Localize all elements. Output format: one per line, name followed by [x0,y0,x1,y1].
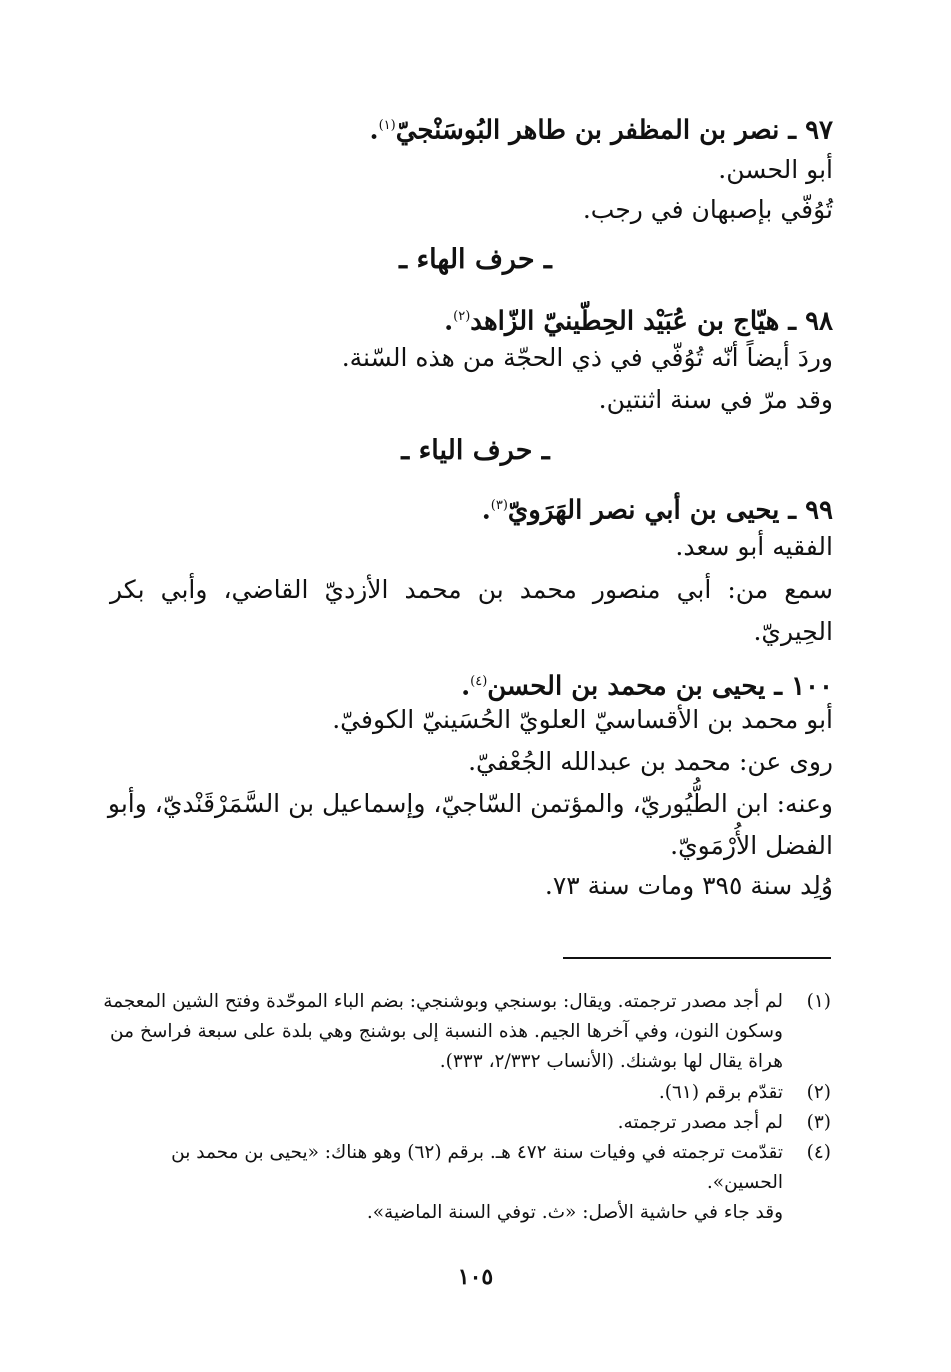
entry-100-title-end: . [461,671,471,702]
section-heading-ya: ـ حرف الياء ـ [401,435,550,466]
entry-99-line-3: الحِيريّ. [753,617,833,646]
footnote-ref-3: (٣) [490,498,508,513]
entry-98-title-end: . [444,306,454,337]
footnote-4-line-1: تقدّمت ترجمته في وفيات سنة ٤٧٢ هـ. برقم (٦٢) وهو هناك: «يحيى بن محمد بن [171,1142,783,1163]
entry-97-title-end: . [369,115,379,146]
page-number: ١٠٥ [457,1264,494,1290]
footnote-2-number: (٢) [806,1082,831,1103]
entry-98-line-1: وردَ أيضاً أنّه تُوُفّي في ذي الحجّة من هذه السّنة. [341,343,833,372]
entry-100-line-1: أبو محمد بن الأقساسيّ العلويّ الحُسَينيّ الكوفيّ. [332,705,833,734]
footnote-ref-1: (١) [378,118,396,133]
footnote-4-line-3: وقد جاء في حاشية الأصل: «ث. توفي السنة الماضية». [366,1202,783,1223]
footnote-1-line-1: لم أجد مصدر ترجمته. ويقال: بوسنجي وبوشنجي: بضم الباء الموحّدة وفتح الشين المعجمة [103,991,783,1012]
entry-99-line-2: سمع من: أبي منصور محمد بن محمد الأزديّ القاضي، وأبي بكر [110,575,833,604]
footnote-1 [103,987,831,1017]
section-heading-ha: ـ حرف الهاء ـ [399,244,552,275]
entry-97-title [370,106,834,151]
entry-100-line-2: روى عن: محمد بن عبدالله الجُعْفيّ. [468,747,833,776]
entry-100-line-5: وُلِد سنة ٣٩٥ ومات سنة ٧٣. [544,871,833,900]
footnote-2 [110,1078,831,1108]
entry-100-line-4: الفضل الأُرْمَويّ. [670,831,833,860]
footnote-1-line-3: هراة يقال لها بوشنك. (الأنساب ٢/٣٣٢، ٣٣٣). [439,1051,783,1072]
entry-97-line-1: أبو الحسن. [718,155,833,184]
footnote-2-line-1: تقدّم برقم (٦١). [658,1082,783,1103]
footnote-ref-4: (٤) [470,674,488,689]
entry-98-line-2: وقد مرّ في سنة اثنتين. [598,385,833,414]
entry-100-line-3: وعنه: ابن الطُّيُوريّ، والمؤتمن السّاجيّ، وإسماعيل بن السَّمَرْقَنْديّ، وأبو [107,789,833,818]
entry-99-line-1: الفقيه أبو سعد. [675,532,833,561]
footnote-ref-2: (٢) [453,309,471,324]
entry-97-title-text: ٩٧ ـ نصر بن المظفر بن طاهر البُوسَنْجيّ [395,115,833,146]
footnote-4-line-2: الحسين». [706,1172,783,1193]
footnote-1-line-2: وسكون النون، وفي آخرها الجيم. هذه النسبة إلى بوشنج وهي بلدة على سبعة فراسخ من [110,1021,783,1042]
entry-100-title-text: ١٠٠ ـ يحيى بن محمد بن الحسن [487,671,833,702]
entry-99-title-end: . [481,495,491,526]
footnote-3 [110,1108,831,1138]
footnote-1-number: (١) [806,991,831,1012]
entry-97-line-2: تُوُفّي بإصبهان في رجب. [582,195,833,224]
entry-99-title-text: ٩٩ ـ يحيى بن أبي نصر الهَرَويّ [507,495,833,526]
footnote-3-number: (٣) [806,1112,831,1133]
footnote-4-number: (٤) [806,1142,831,1163]
footnote-4 [110,1138,831,1168]
footnote-3-line-1: لم أجد مصدر ترجمته. [617,1112,783,1133]
entry-98-title [444,297,833,342]
entry-98-title-text: ٩٨ ـ هيّاج بن عُبَيْد الحِطّينيّ الزّاهد [470,306,833,337]
entry-99-title [482,486,833,531]
footnote-separator [563,957,831,959]
